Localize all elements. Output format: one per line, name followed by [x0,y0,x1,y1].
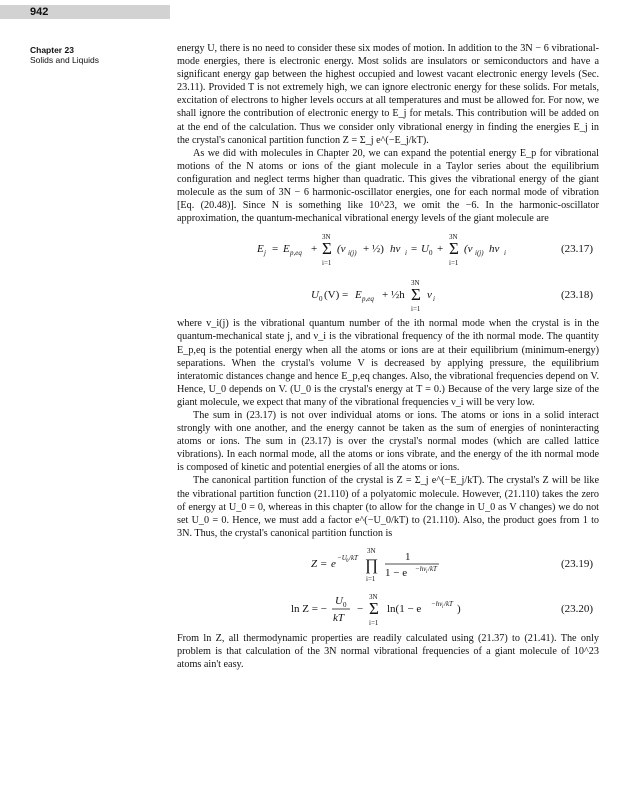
eq4-lnz: ln Z = − [291,602,327,615]
eq3-denom-sub: i [426,569,428,575]
eq1-sub-j: j [264,249,266,258]
eq2-ep: E [355,289,362,302]
eq1-eq2: = [411,243,418,256]
eq1-sum-upper2: 3N [449,233,458,242]
eq3-denom-expb: /kT [428,564,437,573]
eq3-z: Z = [311,557,328,570]
page-number: 942 [0,5,170,19]
eq3-lower: i=1 [366,574,376,583]
chapter-title: Solids and Liquids [30,55,99,65]
eq2-arg: (V) = [324,289,349,302]
eq1-hv2: hν [489,243,500,256]
eq4-upper: 3N [369,592,378,601]
eq1-eq: = [272,243,279,256]
eq2-sub-i: i [433,295,435,304]
eq1-sum-upper: 3N [322,233,331,242]
eq1-u0: U [421,243,429,256]
eq2-sum-upper: 3N [411,279,420,288]
eq3-exp1: −U [337,553,347,562]
eq1-sub-i: i [405,249,407,258]
eq4-exp-sub: i [442,604,444,610]
eq1-plus: + [311,243,318,256]
eq1-plushalf: + ½) [363,243,384,256]
chapter-label: Chapter 23 [30,45,74,55]
body-text [177,42,599,671]
eq3-upper: 3N [367,546,376,555]
eq1-sub0: 0 [429,249,433,258]
equation-23-20 [177,588,599,632]
eq4-sigma: Σ [369,598,379,618]
chapter-sidebar [30,45,180,65]
eq4-number: (23.20) [561,602,594,615]
eq3-e: e [331,557,336,570]
eq1-sigma: Σ [322,239,332,259]
eq2-sub0: 0 [319,295,323,304]
eq3-exp1b: /kT [349,553,358,562]
eq1-ep: E [283,243,290,256]
equation-23-17 [177,225,599,273]
eq1-sub-peq: p,eq [290,249,302,258]
eq1-v2: (v [464,243,473,256]
eq2-plushalfh: + ½h [382,289,405,302]
eq3-pi: ∏ [365,556,379,574]
eq2-sum-lower: i=1 [411,305,421,314]
eq3-denom-exp: −hν [415,564,427,573]
eq1-plus2: + [437,243,444,256]
eq1-number: (23.17) [561,243,594,256]
eq3-number: (23.19) [561,557,594,570]
eq4-sub0: 0 [343,600,347,609]
eq2-number: (23.18) [561,289,594,302]
paragraph-6: From ln Z, all thermodynamic properties are readily calculated using (21.37) to (21.41). The only problem is that calculation of the 3N normal vibrational frequencies of a giant molecule of 10^23 atoms ain't easy. [177,632,599,671]
eq1-sub-ij: i(j) [348,249,357,258]
eq3-denom: 1 − e [385,566,408,579]
eq1-sum-lower: i=1 [322,259,332,268]
paragraph-2: As we did with molecules in Chapter 20, we can expand the potential energy E_p for vibrational motions of the N atoms or ions of the giant molecule in a Taylor series about the equilibrium configuration and neglect terms higher than quadratic. This gives the vibrational energy of the giant molecule as the sum of 3N − 6 harmonic-oscillator energies, one for each normal mode of vibration [Eq. (20.48)]. Since N is something like 10^23, we omit the −6. In the harmonic-oscillator approximation, the quantum-mechanical vibrational energy levels of the giant molecule are [177,147,599,225]
eq1-sub-ij2: i(j) [475,249,484,258]
eq4-exp: −hν [431,599,443,608]
eq4-minus: − [357,602,364,615]
eq1-sub-i2: i [504,249,506,258]
eq3-exp-sub0: 0 [346,558,349,564]
eq4-lower: i=1 [369,618,379,627]
eq4-u0: U [335,594,343,607]
paragraph-5: The canonical partition function of the crystal is Z = Σ_j e^(−E_j/kT). The crystal's Z will be like the vibrational partition function (21.110) of a polyatomic molecule. However, (21.110) takes the zero of energy at U_0 = 0, whereas in this chapter (to allow for the change in U_0 as V changes) we do not set U_0 = 0. Hence, we must add a factor e^(−U_0/kT) to (21.110). Also, the product goes from 1 to 3N. Thus, the crystal's canonical partition function is [177,475,599,539]
eq4-kt: kT [333,611,344,624]
eq2-u0: U [311,289,319,302]
eq4-close: ) [457,602,461,615]
eq4-ln: ln(1 − e [387,602,422,615]
eq3-one: 1 [405,550,411,563]
equation-23-19 [177,540,599,588]
eq1-v: (v [337,243,346,256]
eq4-expb: /kT [444,599,453,608]
paragraph-3: where v_i(j) is the vibrational quantum number of the ith normal mode when the crystal is in the quantum-mechanical state j, and ν_i is the vibrational frequency of the ith normal mode. The quantity E_p,eq is the potential energy when all the atoms or ions are at their equilibrium (minimum-energy) separations. When the crystal's volume V is decreased by applying pressure, the equilibrium interatomic distances change and hence E_p,eq changes. Also, the vibrational frequencies depend on V. Hence, U_0 depends on V. (U_0 is the crystal's energy at T = 0.) Because of the very large size of the giant molecule, we expect that many of the vibrational frequencies ν_i will be very low. [177,318,599,408]
equation-23-18 [177,273,599,317]
eq2-sigma: Σ [411,285,421,305]
eq1-sigma2: Σ [449,239,459,259]
paragraph-4: The sum in (23.17) is not over individual atoms or ions. The atoms or ions in a solid interact strongly with one another, and the energy cannot be taken as the sum of energies of noninteracting atoms or ions. The sum in (23.17) is over the crystal's normal modes (which are called lattice vibrations). In each normal mode, all the atoms or ions vibrate, and the energy of the ith normal mode is composed of kinetic and potential energies of all the atoms or ions. [177,409,599,474]
paragraph-1: energy U, there is no need to consider these six modes of motion. In addition to the 3N − 6 vibrational-mode energies, there is electronic energy. Most solids are insulators or semiconductors and have a significant energy gap between the highest occupied and lowest vacant electronic energy levels (Sec. 23.11). Provided T is not extremely high, we can ignore electronic energy for these solids. For metals, excitation of electrons to higher levels occurs at all temperatures and must be allowed for. For now, we shall ignore the contribution of electronic energy to E_j for metals. This contribution will be added on at the end of the calculation. Thus we consider only vibrational energy in finding the energies E_j in the crystal's canonical partition function Z = Σ_j e^(−E_j/kT). [177,43,599,146]
eq1-lhs: E [257,243,264,256]
eq2-nu: ν [427,289,432,302]
eq1-hv: hν [390,243,401,256]
eq1-sum-lower2: i=1 [449,259,459,268]
eq2-sub-peq: p,eq [362,295,374,304]
